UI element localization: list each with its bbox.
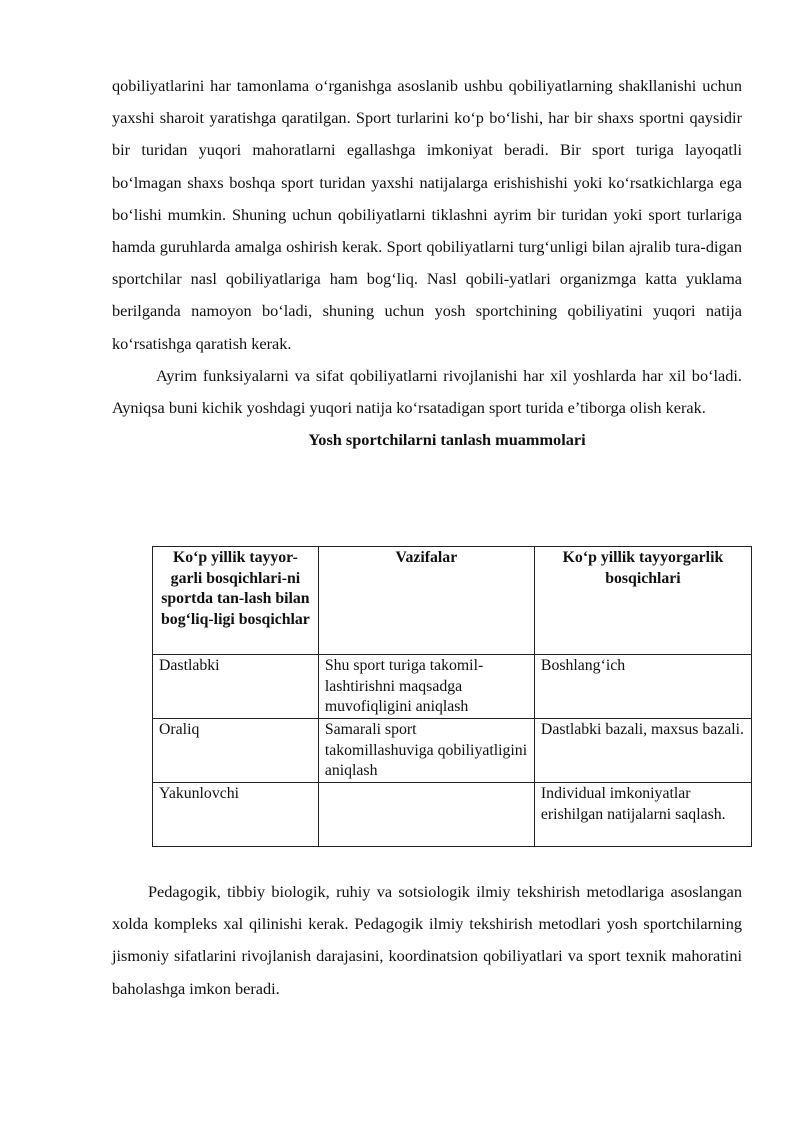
table-cell: Oraliq	[153, 719, 319, 783]
table-cell: Dastlabki	[153, 655, 319, 719]
table-title: Yosh sportchilarni tanlash muammolari	[308, 430, 586, 450]
table-header-cell: Ko‘p yillik tayyorgarlik bosqichlari	[534, 547, 751, 655]
body-paragraph: Ayrim funksiyalarni va sifat qobiliyatlarni rivojlanishi har xil yoshlarda har xil bo‘ladi. Ayniqsa buni kichik yoshdagi yuqori natija ko‘rsatadigan sport turida e’tiborga olish kerak.	[112, 365, 742, 418]
table-cell: Samarali sport takomillashuviga qobiliyatligini aniqlash	[318, 719, 534, 783]
table-cell: Yakunlovchi	[153, 783, 319, 847]
table-cell	[318, 783, 534, 847]
table-cell: Dastlabki bazali, maxsus bazali.	[534, 719, 751, 783]
table-row	[153, 655, 752, 719]
table-header-cell: Ko‘p yillik tayyor-garli bosqichlari-ni sportda tan-lash bilan bog‘liq-ligi bosqichlar	[153, 547, 319, 655]
table-cell: Shu sport turiga takomil-lashtirishni maqsadga muvofiqligini aniqlash	[318, 655, 534, 719]
table-cell: Individual imkoniyatlar erishilgan natijalarni saqlash.	[534, 783, 751, 847]
body-paragraph: qobiliyatlarini har tamonlama o‘rganishga asoslanib ushbu qobiliyatlarning shakllanishi uchun yaxshi sharoit yaratishga qaratilgan. Sport turlarini ko‘p bo‘lishi, har bir shaxs sportni qaysidir bir turidan yuqori mahoratlarni egallashga imkoniyat beradi. Bir sport turiga layoqatli bo‘lmagan shaxs boshqa sport turidan yaxshi natijalarga erishishishi yoki ko‘rsatkichlarga ega bo‘lishi mumkin. Shuning uchun qobiliyatlarni tiklashni ayrim bir turidan yoki sport turlariga hamda guruhlarda amalga oshirish kerak. Sport qobiliyatlarni turg‘unligi bilan ajralib tura-digan sportchilar nasl qobiliyatlariga ham bog‘liq. Nasl qobili-yatlari organizmga katta yuklama berilganda namoyon bo‘ladi, shuning uchun yosh sportchining qobiliyatini yuqori natija ko‘rsatishga qaratish kerak.	[112, 76, 742, 353]
table-cell: Boshlang‘ich	[534, 655, 751, 719]
table-header-cell: Vazifalar	[318, 547, 534, 655]
table-header-row	[153, 547, 752, 655]
selection-stages-table	[152, 546, 752, 847]
document-page-bottom	[112, 876, 742, 1005]
document-page	[112, 70, 742, 456]
body-paragraph: Pedagogik, tibbiy biologik, ruhiy va sotsiologik ilmiy tekshirish metodlariga asoslangan xolda kompleks xal qilinishi kerak. Pedagogik ilmiy tekshirish metodlari yosh sportchilarning jismoniy sifatlarini rivojlanish darajasini, koordinatsion qobiliyatlari va sport texnik mahoratini baholashga imkon beradi.	[112, 882, 742, 998]
table-row	[153, 783, 752, 847]
table-row	[153, 719, 752, 783]
